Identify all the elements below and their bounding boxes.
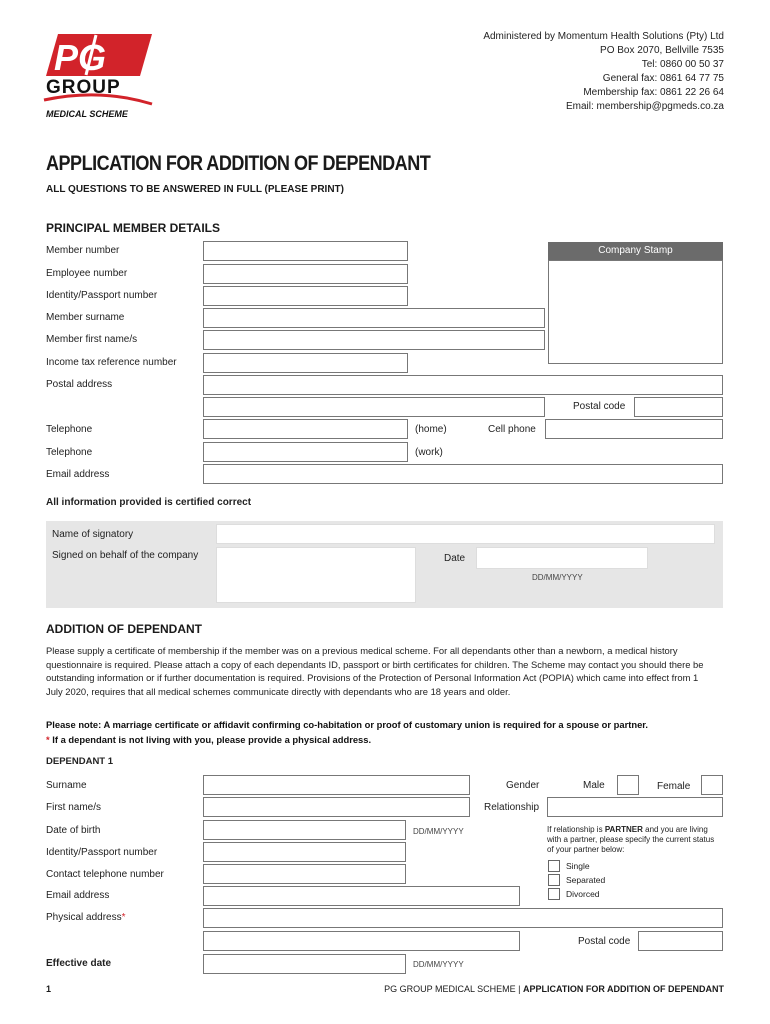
email-label: Email address bbox=[46, 469, 110, 480]
male-checkbox[interactable] bbox=[617, 775, 639, 795]
footer-separator: | bbox=[515, 984, 523, 994]
footer-scheme: PG GROUP MEDICAL SCHEME bbox=[384, 984, 516, 994]
signatory-name-field[interactable] bbox=[216, 524, 715, 544]
dep-physical-address-line2[interactable] bbox=[203, 931, 520, 951]
female-checkbox[interactable] bbox=[701, 775, 723, 795]
postal-address-line2[interactable] bbox=[203, 397, 545, 417]
pg-group-logo bbox=[40, 28, 160, 123]
logo-graphic bbox=[40, 28, 160, 123]
separated-label: Separated bbox=[566, 875, 606, 885]
postal-address-line1[interactable] bbox=[203, 375, 723, 395]
effective-date-label: Effective date bbox=[46, 958, 112, 969]
dep-postal-code-field[interactable] bbox=[638, 931, 723, 951]
page-number: 1 bbox=[46, 984, 52, 994]
dep-email-field[interactable] bbox=[203, 886, 520, 906]
postal-address-label: Postal address bbox=[46, 379, 113, 390]
logo-sub: MEDICAL SCHEME bbox=[46, 109, 128, 119]
single-label: Single bbox=[566, 861, 590, 871]
dep-physical-address-line1[interactable] bbox=[203, 908, 723, 928]
page-subtitle: ALL QUESTIONS TO BE ANSWERED IN FULL (PLEASE PRINT) bbox=[46, 184, 344, 195]
page-title: APPLICATION FOR ADDITION OF DEPENDANT bbox=[46, 152, 431, 175]
effective-date-format-hint: DD/MM/YYYY bbox=[413, 960, 464, 969]
footer-doc: APPLICATION FOR ADDITION OF DEPENDANT bbox=[523, 984, 724, 994]
dep-dob-label: Date of birth bbox=[46, 825, 101, 836]
date-field[interactable] bbox=[476, 547, 648, 569]
telephone-home-field[interactable] bbox=[203, 419, 408, 439]
id-passport-field[interactable] bbox=[203, 286, 408, 306]
employee-number-label: Employee number bbox=[46, 268, 128, 279]
tax-ref-field[interactable] bbox=[203, 353, 408, 373]
signed-on-behalf-label: Signed on behalf of the company bbox=[52, 550, 199, 561]
dob-format-hint: DD/MM/YYYY bbox=[413, 827, 464, 836]
effective-date-field[interactable] bbox=[203, 954, 406, 974]
postal-code-field[interactable] bbox=[634, 397, 723, 417]
date-format-hint: DD/MM/YYYY bbox=[532, 573, 583, 582]
dep-surname-field[interactable] bbox=[203, 775, 470, 795]
member-surname-label: Member surname bbox=[46, 312, 125, 323]
divorced-label: Divorced bbox=[566, 889, 600, 899]
dep-id-passport-field[interactable] bbox=[203, 842, 406, 862]
marriage-note: Please note: A marriage certificate or affidavit confirming co-habitation or proof of customary union is required for a spouse or partner. bbox=[46, 719, 649, 730]
member-first-names-field[interactable] bbox=[203, 330, 545, 350]
admin-line: PO Box 2070, Bellville 7535 bbox=[600, 45, 724, 56]
addition-heading: ADDITION OF DEPENDANT bbox=[46, 622, 202, 636]
female-label: Female bbox=[657, 781, 691, 792]
physical-address-note bbox=[46, 733, 736, 747]
required-star: * bbox=[46, 734, 50, 745]
separated-checkbox[interactable] bbox=[548, 874, 560, 886]
postal-code-label: Postal code bbox=[573, 401, 626, 412]
dependant-1-heading: DEPENDANT 1 bbox=[46, 756, 114, 767]
partner-note-pre: If relationship is bbox=[547, 825, 605, 834]
partner-note-post: and you are living with a partner, please specify the current status of your partner below: bbox=[547, 825, 715, 854]
physical-address-note-text: If a dependant is not living with you, please provide a physical address. bbox=[52, 734, 372, 745]
company-stamp-header: Company Stamp bbox=[548, 242, 723, 260]
cell-phone-field[interactable] bbox=[545, 419, 723, 439]
email-field[interactable] bbox=[203, 464, 723, 484]
male-label: Male bbox=[583, 780, 605, 791]
addition-paragraph: Please supply a certificate of membership if the member was on a previous medical scheme. For all dependants other than a newborn, a medical history questionnaire is required. Please attach a copy of each dependants ID, passport or birth certificates for children. The Scheme may contact you should there be outstanding information or if further documentation is required. Provisions of the Protection of Personal Information Act (POPIA) which came into effect from 1 July 2020, requires that all medical schemes communicate directly with dependants who are 18 years and older. bbox=[46, 645, 704, 697]
dep-dob-field[interactable] bbox=[203, 820, 406, 840]
home-label: (home) bbox=[415, 424, 447, 435]
member-first-names-label: Member first name/s bbox=[46, 334, 138, 345]
divorced-checkbox[interactable] bbox=[548, 888, 560, 900]
physical-address-text: Physical address bbox=[46, 912, 122, 923]
dep-first-names-field[interactable] bbox=[203, 797, 470, 817]
admin-line: Membership fax: 0861 22 26 64 bbox=[583, 87, 724, 98]
dep-surname-label: Surname bbox=[46, 780, 87, 791]
logo-initials: PG bbox=[54, 37, 107, 78]
footer-title bbox=[384, 984, 724, 994]
dep-physical-address-label bbox=[46, 912, 126, 923]
id-passport-label: Identity/Passport number bbox=[46, 290, 158, 301]
tax-ref-label: Income tax reference number bbox=[46, 357, 177, 368]
relationship-label: Relationship bbox=[484, 802, 540, 813]
partner-note bbox=[547, 825, 717, 855]
logo-word: GROUP bbox=[46, 77, 121, 98]
member-number-field[interactable] bbox=[203, 241, 408, 261]
dep-id-passport-label: Identity/Passport number bbox=[46, 847, 158, 858]
member-number-label: Member number bbox=[46, 245, 120, 256]
physical-address-star: * bbox=[121, 912, 126, 923]
admin-line: Tel: 0860 00 50 37 bbox=[641, 59, 724, 70]
signature-field[interactable] bbox=[216, 547, 416, 603]
relationship-field[interactable] bbox=[547, 797, 723, 817]
dep-postal-code-label: Postal code bbox=[578, 936, 631, 947]
employee-number-field[interactable] bbox=[203, 264, 408, 284]
date-label: Date bbox=[444, 553, 466, 564]
admin-line: Administered by Momentum Health Solutions (Pty) Ltd bbox=[483, 31, 724, 42]
member-surname-field[interactable] bbox=[203, 308, 545, 328]
certified-statement: All information provided is certified correct bbox=[46, 497, 252, 508]
signatory-name-label: Name of signatory bbox=[52, 529, 134, 540]
dep-contact-label: Contact telephone number bbox=[46, 869, 164, 880]
dep-contact-field[interactable] bbox=[203, 864, 406, 884]
admin-line: Email: membership@pgmeds.co.za bbox=[566, 101, 724, 112]
administrator-details bbox=[483, 30, 724, 114]
dep-first-names-label: First name/s bbox=[46, 802, 102, 813]
admin-line: General fax: 0861 64 77 75 bbox=[602, 73, 724, 84]
partner-note-bold: PARTNER bbox=[604, 825, 643, 834]
work-label: (work) bbox=[415, 447, 443, 458]
telephone-work-field[interactable] bbox=[203, 442, 408, 462]
cell-phone-label: Cell phone bbox=[488, 424, 536, 435]
telephone-home-label: Telephone bbox=[46, 424, 93, 435]
principal-heading: PRINCIPAL MEMBER DETAILS bbox=[46, 221, 221, 235]
telephone-work-label: Telephone bbox=[46, 447, 93, 458]
gender-label: Gender bbox=[506, 780, 540, 791]
single-checkbox[interactable] bbox=[548, 860, 560, 872]
dep-email-label: Email address bbox=[46, 890, 110, 901]
company-stamp-box bbox=[548, 260, 723, 364]
